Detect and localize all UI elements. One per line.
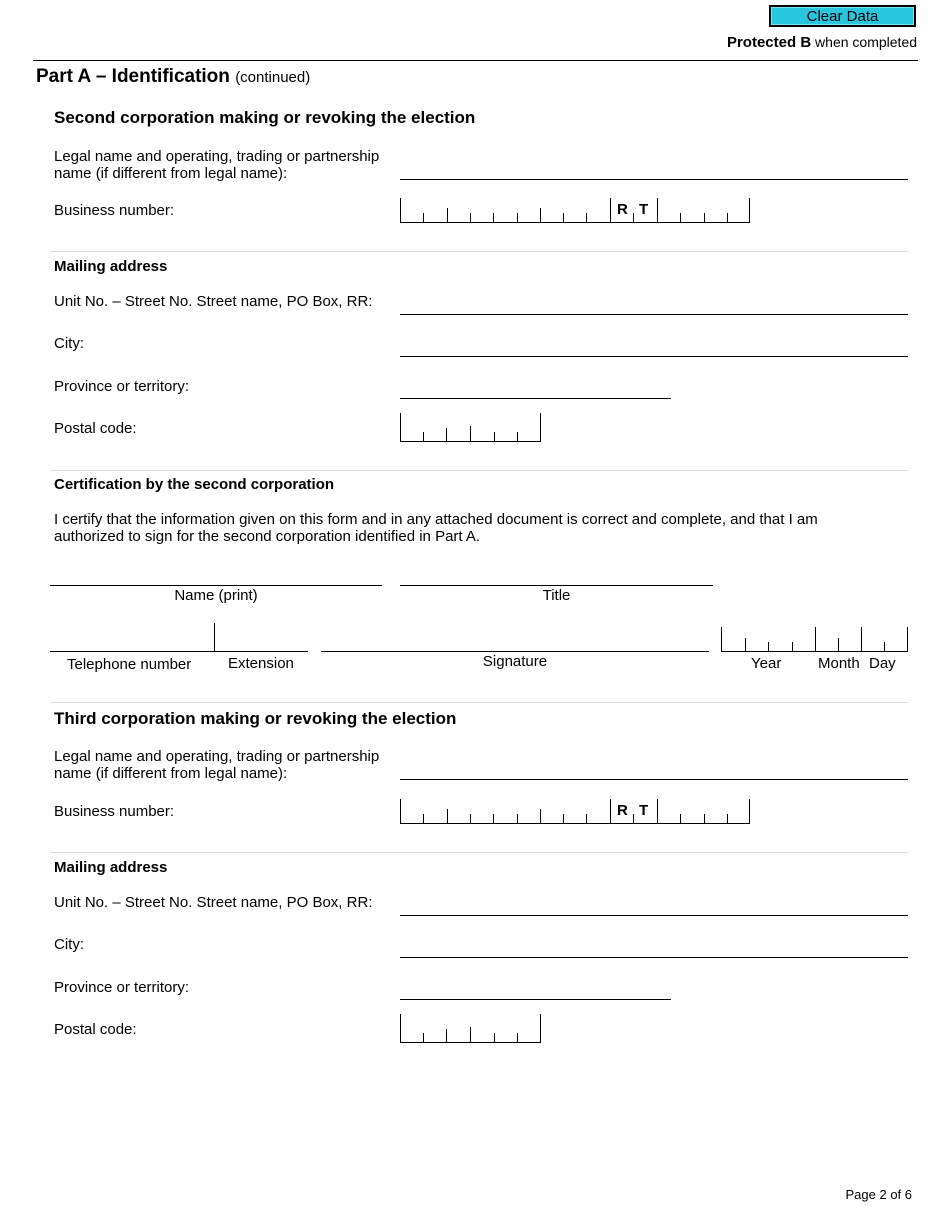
second-city-input[interactable] (400, 356, 908, 357)
second-business-number-input[interactable] (400, 198, 750, 223)
third-legal-name-label (54, 748, 379, 782)
second-legal-name-label (54, 148, 379, 182)
comb-tick (494, 432, 495, 442)
third-legal-name-input[interactable] (400, 779, 908, 780)
cert-text-line1: I certify that the information given on this form and in any attached document is correct and complete, and that I am (54, 511, 818, 528)
comb-tick (470, 426, 471, 442)
comb-tick (680, 814, 681, 824)
third-street-label: Unit No. – Street No. Street name, PO Box, RR: (54, 894, 373, 911)
header-divider (33, 60, 918, 61)
comb-tick (447, 208, 448, 223)
second-postal-input[interactable] (400, 413, 541, 442)
second-rt-t: T (639, 201, 649, 218)
third-mailing-title: Mailing address (54, 859, 168, 876)
comb-tick (517, 432, 518, 442)
comb-tick (586, 814, 587, 824)
comb-tick (749, 799, 750, 824)
comb-tick (586, 213, 587, 223)
part-a-title (36, 66, 310, 88)
clear-data-button[interactable]: Clear Data (769, 5, 916, 27)
second-street-input[interactable] (400, 314, 908, 315)
comb-tick (727, 814, 728, 824)
cert-title: Certification by the second corporation (54, 476, 335, 493)
comb-tick (470, 1027, 471, 1043)
comb-tick (721, 627, 722, 652)
second-city-label: City: (54, 335, 84, 352)
comb-tick (815, 627, 816, 652)
comb-tick (446, 428, 447, 442)
cert-signature-label: Signature (482, 653, 548, 670)
comb-tick (838, 638, 839, 652)
third-rt-t: T (639, 802, 649, 819)
cert-date-input[interactable] (721, 627, 908, 652)
third-legal-name-line2: name (if different from legal name): (54, 765, 288, 782)
comb-tick (400, 1014, 401, 1043)
second-postal-label: Postal code: (54, 420, 137, 437)
section-divider (50, 702, 908, 703)
comb-tick (517, 814, 518, 824)
third-province-input[interactable] (400, 999, 671, 1000)
second-legal-name-line2: name (if different from legal name): (54, 165, 288, 182)
comb-tick (517, 1033, 518, 1043)
third-business-number-label: Business number: (54, 803, 175, 820)
comb-tick (446, 1029, 447, 1043)
comb-tick (540, 413, 541, 442)
third-corp-title: Third corporation making or revoking the election (54, 709, 457, 728)
comb-tick (517, 213, 518, 223)
cert-extension-label: Extension (228, 655, 294, 672)
third-rt-r: R (617, 802, 628, 819)
third-city-label: City: (54, 936, 84, 953)
comb-tick (610, 799, 611, 824)
comb-tick (768, 642, 769, 652)
second-mailing-title: Mailing address (54, 258, 168, 275)
comb-tick (907, 627, 908, 652)
cert-telephone-input[interactable] (50, 651, 214, 652)
third-legal-name-line1: Legal name and operating, trading or partnership (54, 748, 380, 765)
comb-tick (400, 198, 401, 223)
cert-day-label: Day (869, 655, 896, 672)
comb-tick (704, 213, 705, 223)
comb-tick (704, 814, 705, 824)
comb-tick (727, 213, 728, 223)
comb-tick (792, 642, 793, 652)
comb-tick (657, 198, 658, 223)
comb-tick (633, 814, 634, 824)
comb-tick (749, 198, 750, 223)
part-a-heading: Part A – Identification (36, 66, 230, 87)
cert-name-label: Name (print) (174, 587, 258, 604)
comb-tick (540, 208, 541, 223)
comb-baseline (400, 823, 750, 824)
comb-tick (423, 432, 424, 442)
comb-tick (447, 809, 448, 824)
comb-tick (423, 814, 424, 824)
cert-extension-input[interactable] (215, 651, 308, 652)
comb-tick (494, 1033, 495, 1043)
third-city-input[interactable] (400, 957, 908, 958)
comb-tick (861, 627, 862, 652)
third-postal-input[interactable] (400, 1014, 541, 1043)
comb-tick (493, 213, 494, 223)
comb-tick (745, 638, 746, 652)
section-divider (50, 852, 908, 853)
protected-level: Protected B (726, 34, 812, 51)
comb-tick (563, 814, 564, 824)
cert-signature-input[interactable] (321, 651, 709, 652)
cert-month-label: Month (818, 655, 860, 672)
cert-year-label: Year (751, 655, 782, 672)
section-divider (50, 470, 908, 471)
third-postal-label: Postal code: (54, 1021, 137, 1038)
comb-tick (470, 213, 471, 223)
comb-tick (540, 809, 541, 824)
part-a-continued: (continued) (235, 69, 311, 86)
second-corp-title: Second corporation making or revoking the election (54, 108, 476, 127)
cert-title-label: Title (542, 587, 571, 604)
page-number: Page 2 of 6 (845, 1187, 912, 1202)
comb-tick (633, 213, 634, 223)
third-street-input[interactable] (400, 915, 908, 916)
section-divider (50, 251, 908, 252)
second-province-input[interactable] (400, 398, 671, 399)
second-rt-r: R (617, 201, 628, 218)
comb-tick (400, 799, 401, 824)
comb-tick (423, 213, 424, 223)
comb-tick (493, 814, 494, 824)
comb-tick (884, 642, 885, 652)
second-business-number-label: Business number: (54, 202, 175, 219)
third-business-number-input[interactable] (400, 799, 750, 824)
second-province-label: Province or territory: (54, 378, 190, 395)
comb-tick (423, 1033, 424, 1043)
comb-tick (680, 213, 681, 223)
comb-tick (400, 413, 401, 442)
comb-tick (610, 198, 611, 223)
cert-text (54, 511, 818, 545)
cert-phone-divider (214, 623, 215, 652)
cert-text-line2: authorized to sign for the second corporation identified in Part A. (54, 528, 481, 545)
cert-telephone-label: Telephone number (67, 656, 192, 673)
third-province-label: Province or territory: (54, 979, 190, 996)
cert-name-input[interactable] (50, 585, 382, 586)
comb-tick (470, 814, 471, 824)
comb-tick (563, 213, 564, 223)
cert-title-input[interactable] (400, 585, 713, 586)
protected-rest: when completed (811, 34, 917, 50)
second-legal-name-line1: Legal name and operating, trading or partnership (54, 148, 380, 165)
second-legal-name-input[interactable] (400, 179, 908, 180)
second-street-label: Unit No. – Street No. Street name, PO Box, RR: (54, 293, 373, 310)
protected-notice (727, 34, 917, 51)
comb-baseline (400, 222, 750, 223)
comb-tick (657, 799, 658, 824)
comb-tick (540, 1014, 541, 1043)
